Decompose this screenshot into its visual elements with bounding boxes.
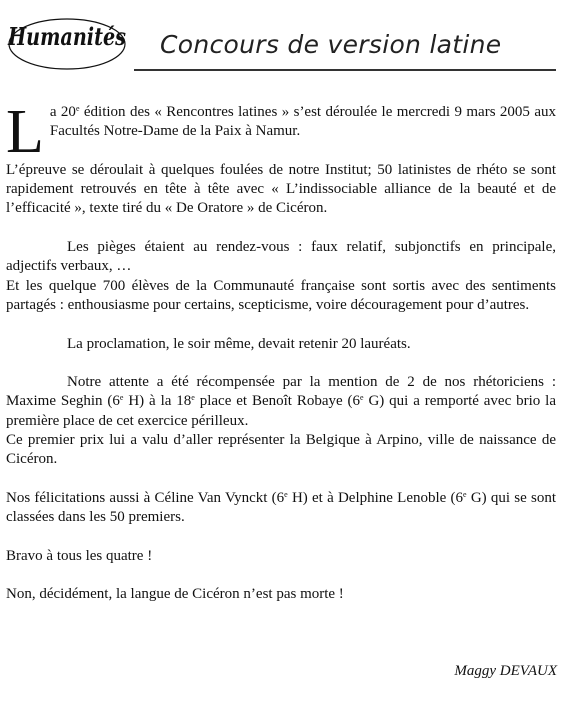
paragraph-bravo: Bravo à tous les quatre ! (6, 547, 153, 564)
ordinal-suffix: e (191, 393, 195, 403)
paragraph-laureats (6, 373, 556, 431)
felicitations-text-b: H) et à Delphine Lenoble (6 (287, 489, 464, 506)
author-signature: Maggy DEVAUX (454, 663, 557, 679)
felicitations-text-a: Nos félicitations aussi à Céline Van Vynckt (6 (6, 489, 285, 506)
paragraph-conclusion: Non, décidément, la langue de Cicéron n’est pas morte ! (6, 586, 344, 603)
ordinal-suffix: e (284, 489, 288, 499)
laureats-text-b: H) à la 18 (123, 393, 192, 410)
ordinal-suffix: e (463, 489, 467, 499)
laureats-text-a: Notre attente a été récompensée par la mention de 2 de nos rhétoriciens : Maxime Seghin (6 (6, 374, 556, 410)
felicitations-text-c: G) qui se sont classées dans les 50 premiers. (6, 489, 556, 526)
intro-text-rest: édition des « Rencontres latines » s’est déroulée le mercredi 9 mars 2005 aux Facultés Notre-Dame de la Paix à Namur. (49, 104, 556, 140)
paragraph-intro (6, 98, 556, 166)
intro-text-start: a 20 (49, 104, 76, 120)
humanites-logo (6, 12, 128, 72)
ordinal-suffix: e (75, 104, 80, 113)
ordinal-suffix: e (119, 393, 124, 403)
paragraph-felicitations (6, 489, 556, 528)
laureats-text-d: G) qui a remporté avec brio la première place de cet exercice périlleux. (6, 393, 556, 429)
logo-ellipse (6, 12, 128, 72)
laureats-text-c: place et Benoît Robaye (6 (194, 393, 361, 410)
paragraph-eleves: Et les quelque 700 élèves de la Communauté française sont sortis avec des sentiments partagés : enthousiasme pour certains, scepticisme, voire découragement pour d’autres. (6, 277, 556, 313)
title-underline (134, 69, 556, 71)
paragraph-pieges: Les pièges étaient au rendez-vous : faux relatif, subjonctifs en principale, adjectifs verbaux, … (6, 239, 556, 275)
paragraph-arpino: Ce premier prix lui a valu d’aller représenter la Belgique à Arpino, ville de naissance de Cicéron. (6, 432, 556, 468)
paragraph-epreuve: L’épreuve se déroulait à quelques foulées de notre Institut; 50 latinistes de rhéto se sont rapidement retrouvés en tête à tête avec « L’indissociable alliance de la beauté et de l’efficacité », texte tiré du « De Oratore » de Cicéron. (6, 161, 556, 217)
logo-text: Humanités (7, 22, 127, 51)
article-body (6, 98, 556, 605)
ordinal-suffix: e (360, 393, 364, 403)
paragraph-proclamation: La proclamation, le soir même, devait retenir 20 lauréats. (67, 335, 411, 352)
page-title: Concours de version latine (160, 30, 502, 59)
drop-cap: L (6, 98, 44, 166)
